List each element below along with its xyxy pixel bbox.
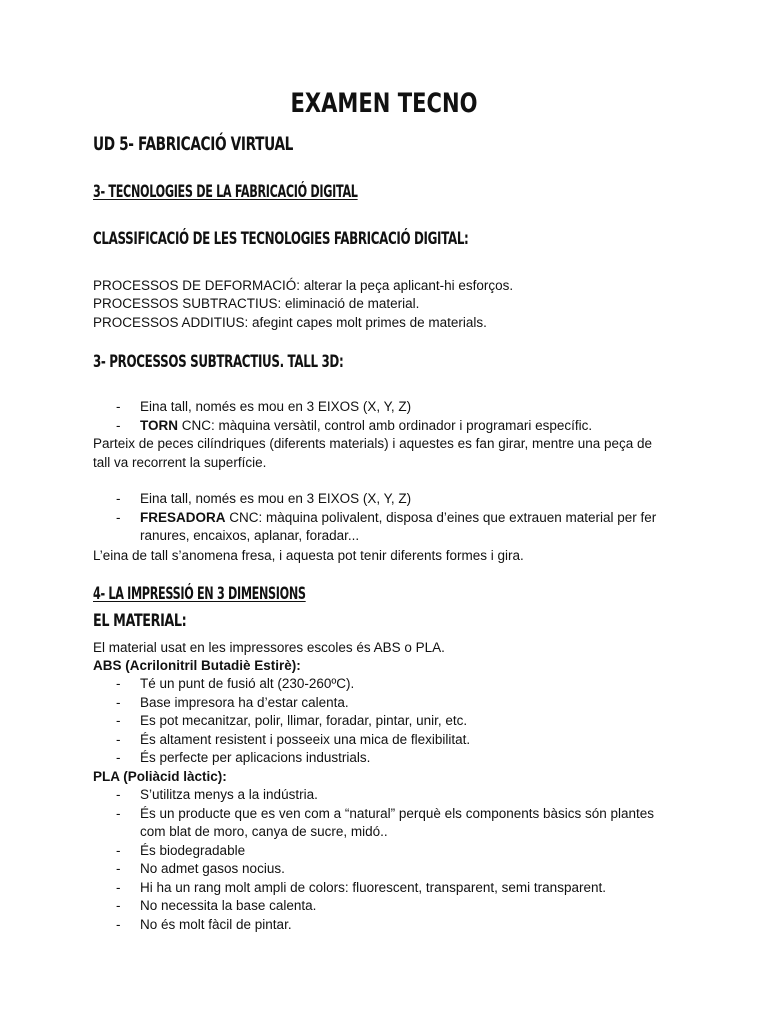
- bullet-marker: -: [116, 417, 121, 433]
- list-item: - Eina tall, només es mou en 3 EIXOS (X, Y, Z): [0, 490, 660, 509]
- torn-label: TORN: [140, 417, 179, 433]
- torn-list: [0, 398, 768, 435]
- fresadora-list: [0, 490, 768, 546]
- fresadora-label: FRESADORA: [140, 509, 226, 525]
- torn-note: Parteix de peces cilíndriques (diferents materials) i aquestes es fan girar, mentre una peça de tall va recorrent la superfície.: [93, 436, 653, 470]
- unit-heading: UD 5- FABRICACIÓ VIRTUAL: [93, 133, 294, 155]
- material-intro: El material usat en les impressores escoles és ABS o PLA.: [93, 640, 445, 655]
- bullet-marker: -: [116, 805, 121, 821]
- bullet-marker: -: [116, 694, 121, 710]
- list-item: - Té un punt de fusió alt (230-260ºC).: [0, 675, 660, 694]
- bullet-marker: -: [116, 676, 121, 691]
- list-item: - És un producte que es ven com a “natural” perquè els components bàsics són plantes com blat de moro, canya de sucre, midó..: [116, 805, 655, 839]
- document-title: EXAMEN TECNO: [290, 88, 478, 119]
- bullet-marker: -: [116, 731, 121, 747]
- bullet-marker: -: [116, 750, 121, 765]
- bullet-marker: -: [116, 491, 121, 506]
- bullet-marker: -: [116, 916, 121, 932]
- list-item: - Es pot mecanitzar, polir, llimar, foradar, pintar, unir, etc.: [0, 712, 660, 731]
- bullet-marker: -: [116, 879, 121, 895]
- process-line-deformation: PROCESSOS DE DEFORMACIÓ: alterar la peça aplicant-hi esforços.: [93, 278, 514, 293]
- bullet-marker: -: [116, 713, 121, 728]
- bullet-marker: -: [116, 842, 121, 858]
- printing-heading: 4- LA IMPRESSIÓ EN 3 DIMENSIONS: [93, 584, 306, 604]
- process-line-additive: PROCESSOS ADDITIUS: afegint capes molt primes de materials.: [93, 315, 487, 330]
- list-item: - Eina tall, només es mou en 3 EIXOS (X, Y, Z): [0, 398, 660, 417]
- list-item: - És perfecte per aplicacions industrials.: [0, 749, 660, 768]
- list-item: - FRESADORA CNC: màquina polivalent, disposa d’eines que extrauen material per fer ranures, encaixos, aplanar, foradar...: [116, 509, 657, 543]
- subtractive-heading: 3- PROCESSOS SUBTRACTIUS. TALL 3D:: [93, 352, 344, 372]
- bullet-marker: -: [116, 509, 121, 525]
- list-item: - Hi ha un rang molt ampli de colors: fluorescent, transparent, semi transparent.: [0, 879, 660, 898]
- list-item: - No admet gasos nocius.: [0, 860, 660, 879]
- process-line-subtractive: PROCESSOS SUBTRACTIUS: eliminació de material.: [93, 296, 420, 311]
- bullet-marker: -: [116, 898, 121, 913]
- section-digital-fabrication-heading: 3- TECNOLOGIES DE LA FABRICACIÓ DIGITAL: [93, 182, 358, 202]
- abs-list: [0, 675, 768, 768]
- classification-heading: CLASSIFICACIÓ DE LES TECNOLOGIES FABRICACIÓ DIGITAL:: [93, 229, 469, 249]
- material-heading: EL MATERIAL:: [93, 611, 187, 631]
- list-item: - No necessita la base calenta.: [0, 897, 660, 916]
- list-item: - És altament resistent i posseeix una mica de flexibilitat.: [0, 731, 660, 750]
- list-item: - S’utilitza menys a la indústria.: [0, 786, 660, 805]
- bullet-marker: -: [116, 787, 121, 802]
- fresadora-note: L’eina de tall s’anomena fresa, i aquesta pot tenir diferents formes i gira.: [93, 548, 524, 563]
- abs-title: ABS (Acrilonitril Butadiè Estirè):: [93, 658, 301, 673]
- list-item: - Base impresora ha d’estar calenta.: [0, 694, 660, 713]
- list-item: - És biodegradable: [0, 842, 660, 861]
- list-item: - No és molt fàcil de pintar.: [0, 916, 660, 935]
- pla-list: [0, 786, 768, 934]
- bullet-marker: -: [116, 861, 121, 876]
- pla-title: PLA (Poliàcid làctic):: [93, 769, 227, 784]
- bullet-marker: -: [116, 399, 121, 414]
- list-item: - TORN CNC: màquina versàtil, control amb ordinador i programari específic.: [0, 417, 660, 436]
